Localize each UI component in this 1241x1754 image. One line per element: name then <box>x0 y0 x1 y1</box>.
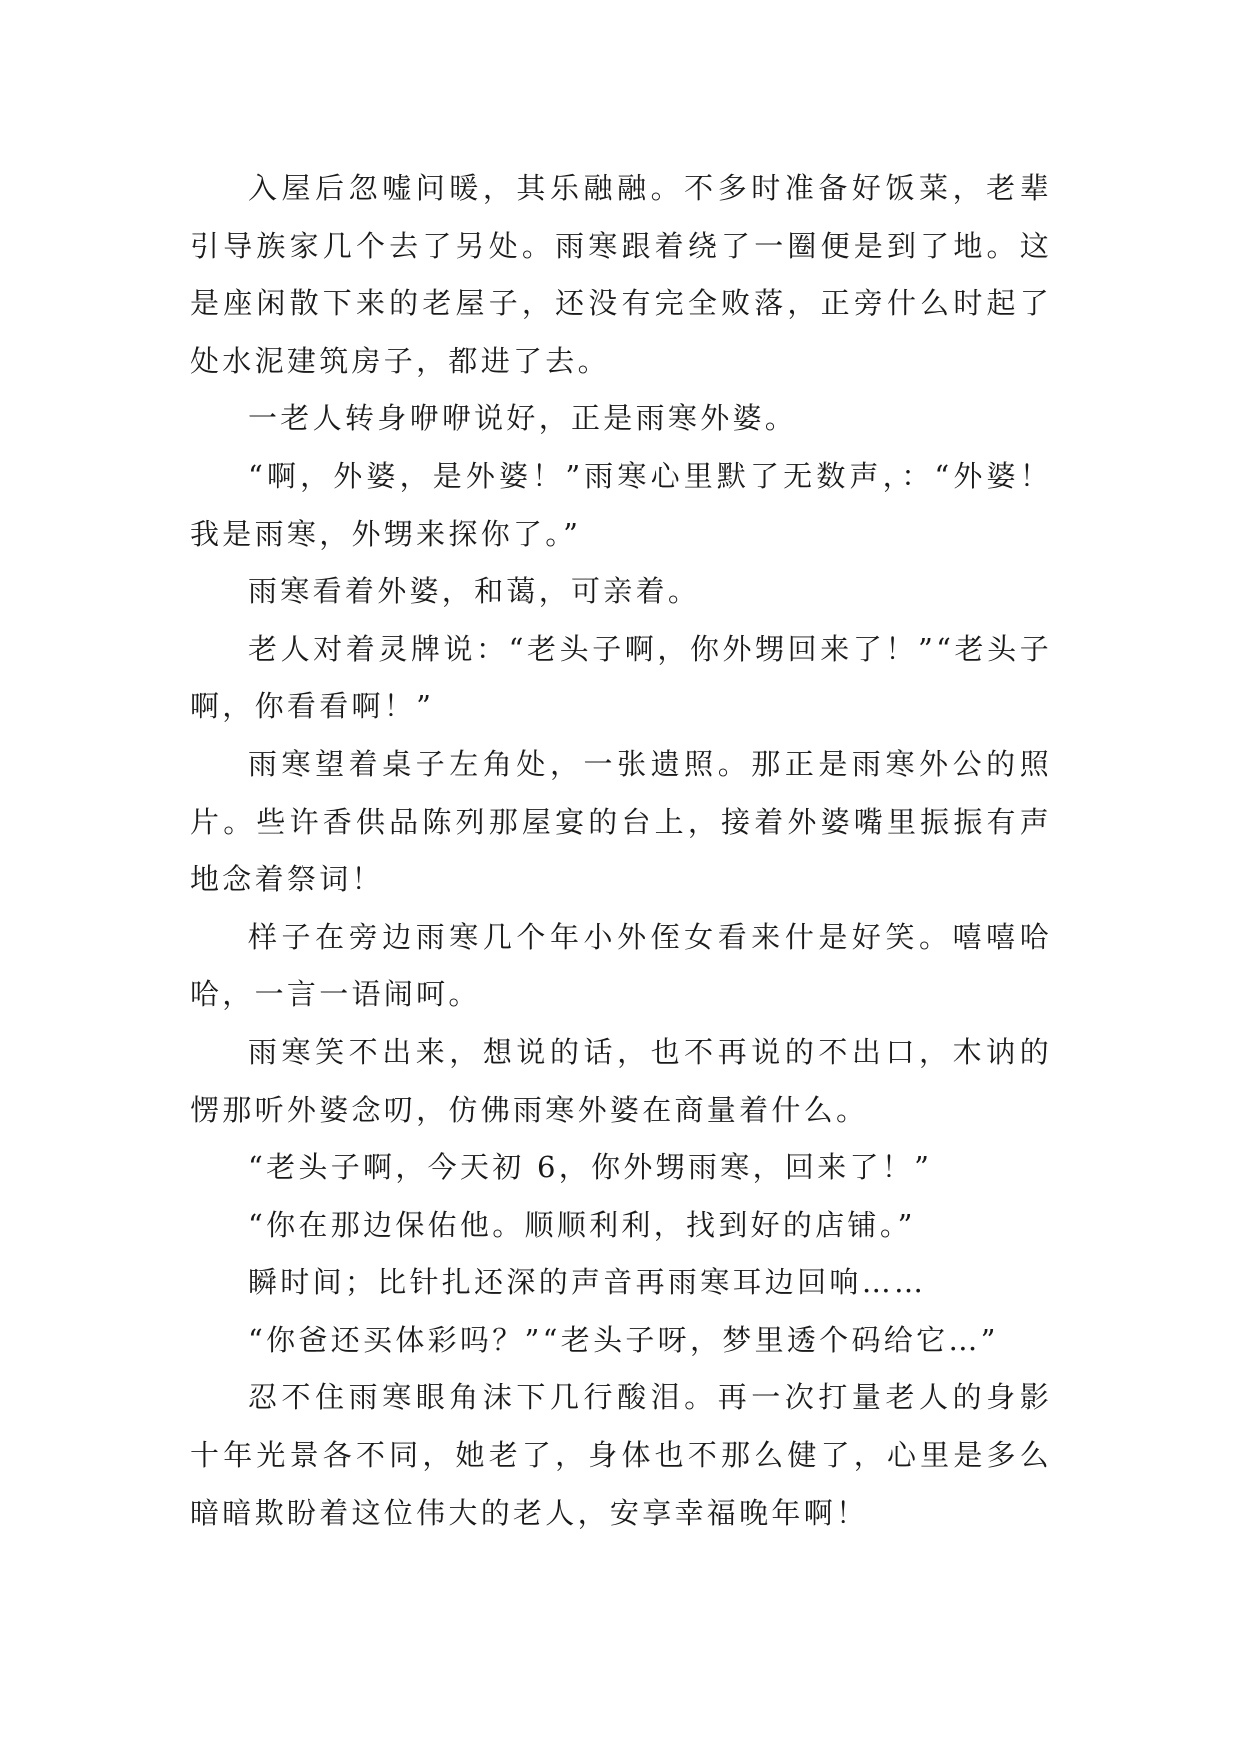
paragraph-4: 雨寒看着外婆，和蔼，可亲着。 <box>248 574 701 609</box>
paragraph-10: “你在那边保佑他。顺顺利利，找到好的店铺。” <box>248 1207 916 1242</box>
paragraph-2: 一老人转身咿咿说好，正是雨寒外婆。 <box>248 401 798 436</box>
paragraph-13: 忍不住雨寒眼角沫下几行酸泪。再一次打量老人的身影十年光景各不同，她老了，身体也不那么健了，心里是多么暗暗欺盼着这位伟大的老人，安享幸福晚年啊！ <box>190 1380 1052 1530</box>
paragraph-1: 入屋后忽嘘问暖，其乐融融。不多时准备好饭菜，老辈引导族家几个去了另处。雨寒跟着绕了一圈便是到了地。这是座闲散下来的老屋子，还没有完全败落，正旁什么时起了处水泥建筑房子，都进了去。 <box>190 171 1052 378</box>
paragraph-7: 样子在旁边雨寒几个年小外侄女看来什是好笑。嘻嘻哈哈，一言一语闹呵。 <box>190 919 1052 1012</box>
paragraph-12: “你爸还买体彩吗？”“老头子呀，梦里透个码给它…” <box>248 1322 999 1357</box>
paragraph-9: “老头子啊，今天初 6，你外甥雨寒，回来了！” <box>248 1150 933 1185</box>
paragraph-3: “啊，外婆，是外婆！”雨寒心里默了无数声，：“外婆！我是雨寒，外甥来探你了。” <box>190 458 1052 551</box>
document-body <box>190 160 1052 1542</box>
paragraph-11: 瞬时间；比针扎还深的声音再雨寒耳边回响…… <box>248 1265 927 1300</box>
paragraph-6: 雨寒望着桌子左角处，一张遗照。那正是雨寒外公的照片。些许香供品陈列那屋宴的台上，接着外婆嘴里振振有声地念着祭词！ <box>190 746 1052 897</box>
paragraph-8: 雨寒笑不出来，想说的话，也不再说的不出口，木讷的愣那听外婆念叨，仿佛雨寒外婆在商量着什么。 <box>190 1034 1052 1127</box>
paragraph-5: 老人对着灵牌说：“老头子啊，你外甥回来了！”“老头子啊，你看看啊！” <box>190 631 1052 724</box>
